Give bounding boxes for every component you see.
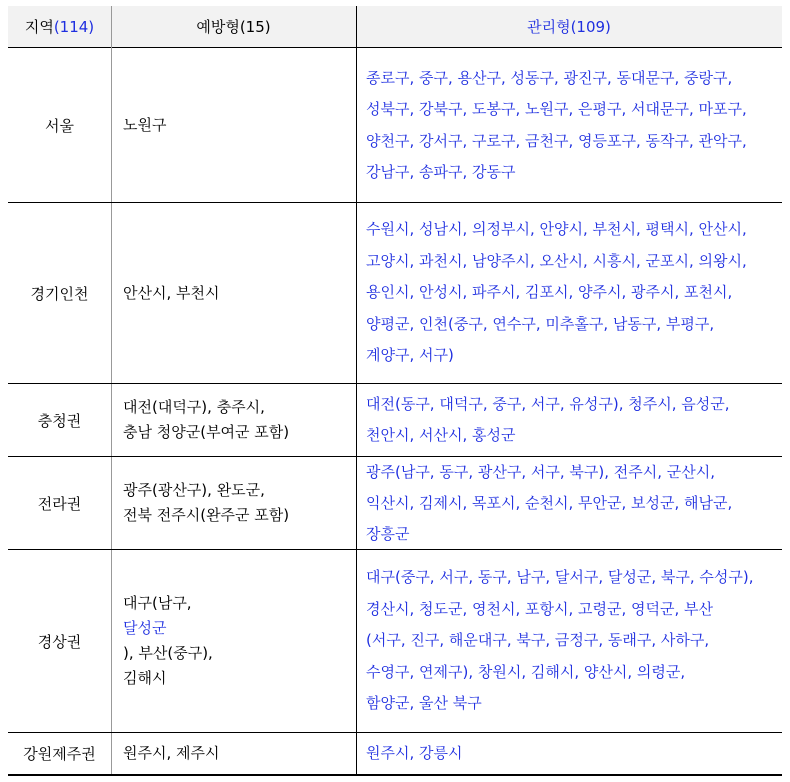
management-line: 계양구, 서구) <box>366 346 454 365</box>
table-row-region <box>8 49 111 202</box>
management-line: 대전(동구, 대덕구, 중구, 서구, 유성구), 청주시, 음성군, <box>366 395 730 413</box>
management-cell <box>366 384 780 456</box>
table-row-region <box>8 550 111 732</box>
column-divider-1 <box>111 6 112 776</box>
management-line: 대구(중구, 서구, 동구, 남구, 달서구, 달성군, 북구, 수성구), <box>366 568 754 587</box>
management-line: 익산시, 김제시, 목포시, 순천시, 무안군, 보성군, 해남군, <box>366 493 733 512</box>
header-prevention-label: 예방형(15) <box>196 18 271 36</box>
management-line: 함양군, 울산 북구 <box>366 694 482 713</box>
prevention-text: 충남 청양군(부여군 포함) <box>123 423 290 441</box>
prevention-text: 대전(대덕구), 충주시, <box>123 398 265 416</box>
table-row-region <box>8 203 111 383</box>
prevention-text: ), 부산(중구), <box>123 644 213 662</box>
region-name: 경상권 <box>37 632 82 651</box>
management-cell <box>366 733 780 774</box>
management-line: 천안시, 서산시, 홍성군 <box>366 426 516 444</box>
region-name: 서울 <box>45 117 74 135</box>
header-region <box>8 6 111 48</box>
prevention-text: 광주(광산구), 완도군, <box>123 481 265 499</box>
prevention-cell <box>123 550 351 732</box>
region-name: 강원제주권 <box>23 745 96 763</box>
table-bottom-border <box>8 774 782 776</box>
management-line: 성북구, 강북구, 도봉구, 노원구, 은평구, 서대문구, 마포구, <box>366 100 747 118</box>
header-region-label: 지역 <box>24 18 54 36</box>
prevention-cell <box>123 733 351 774</box>
prevention-text: 원주시, 제주시 <box>123 744 220 762</box>
header-prevention <box>111 6 356 48</box>
management-line: (서구, 진구, 해운대구, 북구, 금정구, 동래구, 사하구, <box>366 631 710 650</box>
prevention-text: 대구(남구, <box>123 594 192 612</box>
management-cell <box>366 203 780 383</box>
prevention-text: 김해시 <box>123 669 167 687</box>
management-line: 양천구, 강서구, 구로구, 금천구, 영등포구, 동작구, 관악구, <box>366 131 747 150</box>
region-name: 경기인천 <box>30 284 89 303</box>
prevention-cell <box>123 203 351 383</box>
management-line: 원주시, 강릉시 <box>366 743 463 762</box>
region-name: 충청권 <box>37 411 82 430</box>
management-line: 수원시, 성남시, 의정부시, 안양시, 부천시, 평택시, 안산시, <box>366 220 747 239</box>
prevention-highlight: 달성군 <box>123 619 167 637</box>
prevention-text: 전북 전주시(완주군 포함) <box>123 506 290 524</box>
region-name: 전라권 <box>37 494 82 513</box>
management-line: 강남구, 송파구, 강동구 <box>366 163 516 181</box>
column-divider-2 <box>356 6 357 776</box>
prevention-text: 안산시, 부천시 <box>123 283 220 302</box>
management-line: 경산시, 청도군, 영천시, 포항시, 고령군, 영덕군, 부산 <box>366 599 714 618</box>
prevention-cell <box>123 49 351 202</box>
management-line: 용인시, 안성시, 파주시, 김포시, 양주시, 광주시, 포천시, <box>366 283 733 302</box>
table-row-region <box>8 733 111 774</box>
header-management <box>356 6 782 48</box>
management-line: 광주(남구, 동구, 광산구, 서구, 북구), 전주시, 군산시, <box>366 462 716 481</box>
header-management-label: 관리형(109) <box>527 18 611 36</box>
prevention-cell <box>123 457 351 549</box>
management-cell <box>366 457 780 549</box>
prevention-cell <box>123 384 351 456</box>
prevention-line <box>123 591 213 666</box>
management-cell <box>366 49 780 202</box>
management-line: 장흥군 <box>366 524 410 543</box>
prevention-text: 노원구 <box>123 116 167 134</box>
table-row-region <box>8 457 111 549</box>
region-table <box>8 6 782 776</box>
management-line: 양평군, 인천(중구, 연수구, 미추홀구, 남동구, 부평구, <box>366 314 715 333</box>
management-line: 고양시, 과천시, 남양주시, 오산시, 시흥시, 군포시, 의왕시, <box>366 251 747 270</box>
header-region-count: (114) <box>53 17 95 36</box>
management-line: 수영구, 연제구), 창원시, 김해시, 양산시, 의령군, <box>366 662 686 681</box>
table-row-region <box>8 384 111 456</box>
management-line: 종로구, 중구, 용산구, 성동구, 광진구, 동대문구, 중랑구, <box>366 68 733 87</box>
management-cell <box>366 550 780 732</box>
